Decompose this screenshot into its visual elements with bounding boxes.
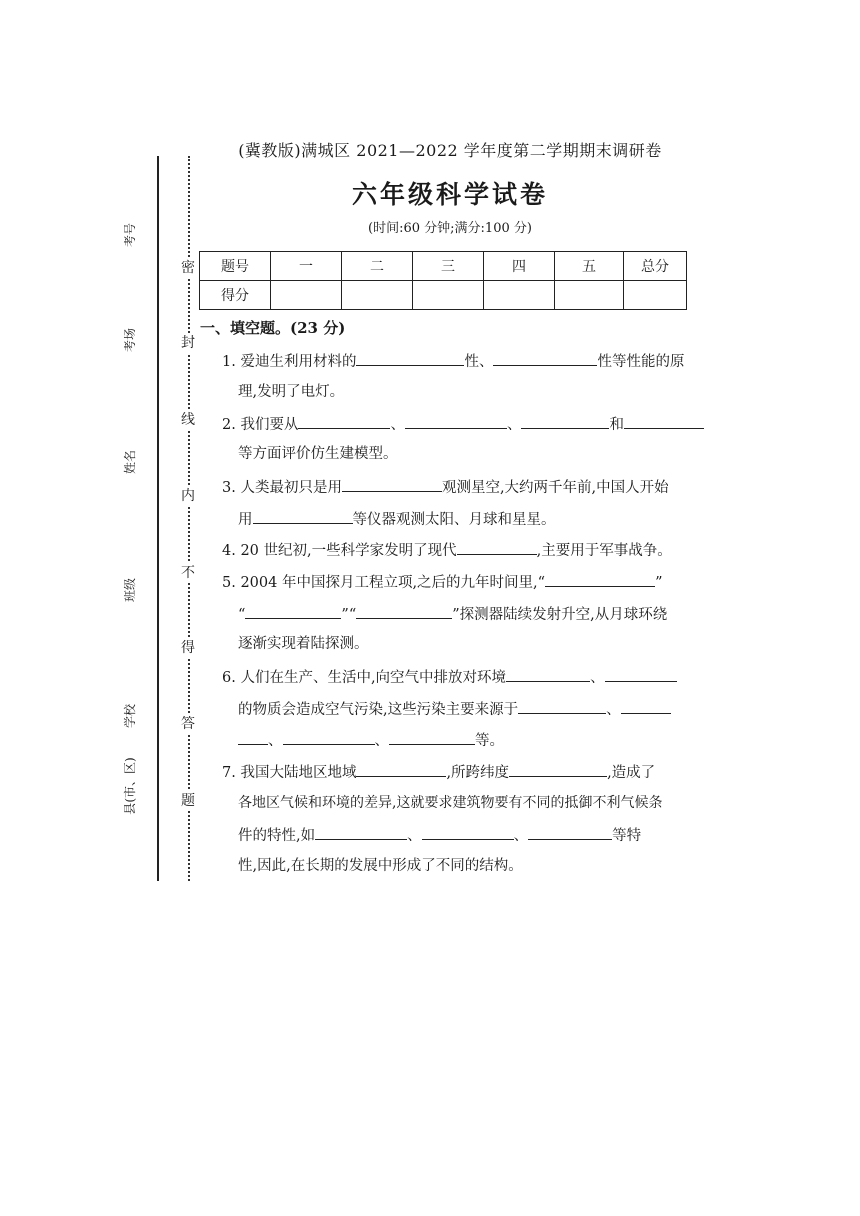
answer-blank[interactable] xyxy=(506,666,590,682)
question-2-line-1: 2. 我们要从 、 、 和 xyxy=(222,413,692,435)
seal-char: 线 xyxy=(177,410,199,430)
answer-blank[interactable] xyxy=(605,666,677,682)
field-county: 县(市、区) xyxy=(123,757,137,815)
question-7-line-2: 各地区气候和环境的差异,这就要求建筑物要有不同的抵御不利气候条 xyxy=(238,795,663,811)
answer-blank[interactable] xyxy=(342,476,442,492)
answer-blank[interactable] xyxy=(238,729,268,745)
score-row-label: 得分 xyxy=(200,281,271,310)
answer-blank[interactable] xyxy=(422,824,514,840)
score-header-cell: 二 xyxy=(342,252,413,281)
question-2-line-2: 等方面评价仿生建模型。 xyxy=(238,446,398,462)
answer-blank[interactable] xyxy=(621,698,671,714)
answer-blank[interactable] xyxy=(283,729,375,745)
question-1-line-1: 1. 爱迪生利用材料的 性、 性等性能的原 xyxy=(222,350,692,372)
seal-char: 内 xyxy=(177,486,199,506)
score-cell[interactable] xyxy=(271,281,342,310)
seal-char: 得 xyxy=(177,638,199,658)
answer-blank[interactable] xyxy=(389,729,475,745)
question-3-line-1: 3. 人类最初只是用 观测星空,大约两千年前,中国人开始 xyxy=(222,476,692,498)
seal-char: 封 xyxy=(177,333,199,353)
score-cell[interactable] xyxy=(555,281,624,310)
field-name: 姓名 xyxy=(123,450,137,475)
answer-blank[interactable] xyxy=(457,539,537,555)
binding-solid-line xyxy=(157,156,159,881)
answer-blank[interactable] xyxy=(298,413,390,429)
seal-char: 题 xyxy=(177,791,199,811)
answer-blank[interactable] xyxy=(405,413,507,429)
score-header-cell: 三 xyxy=(413,252,484,281)
exam-subtitle: (冀教版)满城区 2021—2022 学年度第二学期期末调研卷 xyxy=(238,141,662,160)
score-header-cell: 一 xyxy=(271,252,342,281)
answer-blank[interactable] xyxy=(356,350,464,366)
score-header-cell: 五 xyxy=(555,252,624,281)
score-header-cell: 四 xyxy=(484,252,555,281)
answer-blank[interactable] xyxy=(521,413,609,429)
section-title: 一、填空题。(23 分) xyxy=(200,319,346,337)
score-table xyxy=(199,251,687,310)
question-3-line-2: 用 等仪器观测太阳、月球和星星。 xyxy=(238,508,708,530)
question-7-line-4: 性,因此,在长期的发展中形成了不同的结构。 xyxy=(238,858,523,874)
question-5-line-3: 逐渐实现着陆探测。 xyxy=(238,636,369,652)
answer-blank[interactable] xyxy=(509,761,607,777)
score-cell[interactable] xyxy=(342,281,413,310)
score-header-cell: 总分 xyxy=(624,252,687,281)
score-cell[interactable] xyxy=(624,281,687,310)
score-cell[interactable] xyxy=(484,281,555,310)
question-6-line-3: 、 、 等。 xyxy=(238,729,708,751)
answer-blank[interactable] xyxy=(315,824,407,840)
score-table-score-row xyxy=(200,281,687,310)
answer-blank[interactable] xyxy=(624,413,704,429)
score-table-header-row xyxy=(200,252,687,281)
question-5-line-2: “ ”“ ”探测器陆续发射升空,从月球环绕 xyxy=(238,603,708,625)
answer-blank[interactable] xyxy=(245,603,341,619)
question-1-line-2: 理,发明了电灯。 xyxy=(238,384,345,400)
score-header-cell: 题号 xyxy=(200,252,271,281)
question-4: 4. 20 世纪初,一些科学家发明了现代 ,主要用于军事战争。 xyxy=(222,539,692,561)
question-7-line-1: 7. 我国大陆地区地域 ,所跨纬度 ,造成了 xyxy=(222,761,692,783)
answer-blank[interactable] xyxy=(493,350,597,366)
question-7-line-3: 件的特性,如 、 、 等特 xyxy=(238,824,708,846)
seal-char: 答 xyxy=(177,714,199,734)
answer-blank[interactable] xyxy=(545,571,655,587)
seal-char: 密 xyxy=(177,258,199,278)
field-school: 学校 xyxy=(123,704,137,729)
answer-blank[interactable] xyxy=(253,508,353,524)
score-cell[interactable] xyxy=(413,281,484,310)
answer-blank[interactable] xyxy=(356,603,452,619)
question-5-line-1: 5. 2004 年中国探月工程立项,之后的九年时间里,“ ” xyxy=(222,571,692,593)
exam-time-info: (时间:60 分钟;满分:100 分) xyxy=(368,221,532,236)
answer-blank[interactable] xyxy=(518,698,606,714)
question-6-line-2: 的物质会造成空气污染,这些污染主要来源于 、 xyxy=(238,698,708,720)
field-class: 班级 xyxy=(123,578,137,603)
answer-blank[interactable] xyxy=(528,824,612,840)
field-exam-room: 考场 xyxy=(123,328,137,353)
answer-blank[interactable] xyxy=(356,761,446,777)
field-exam-number: 考号 xyxy=(123,223,137,248)
exam-title: 六年级科学试卷 xyxy=(351,180,548,209)
seal-char: 不 xyxy=(177,563,199,583)
question-6-line-1: 6. 人们在生产、生活中,向空气中排放对环境 、 xyxy=(222,666,692,688)
